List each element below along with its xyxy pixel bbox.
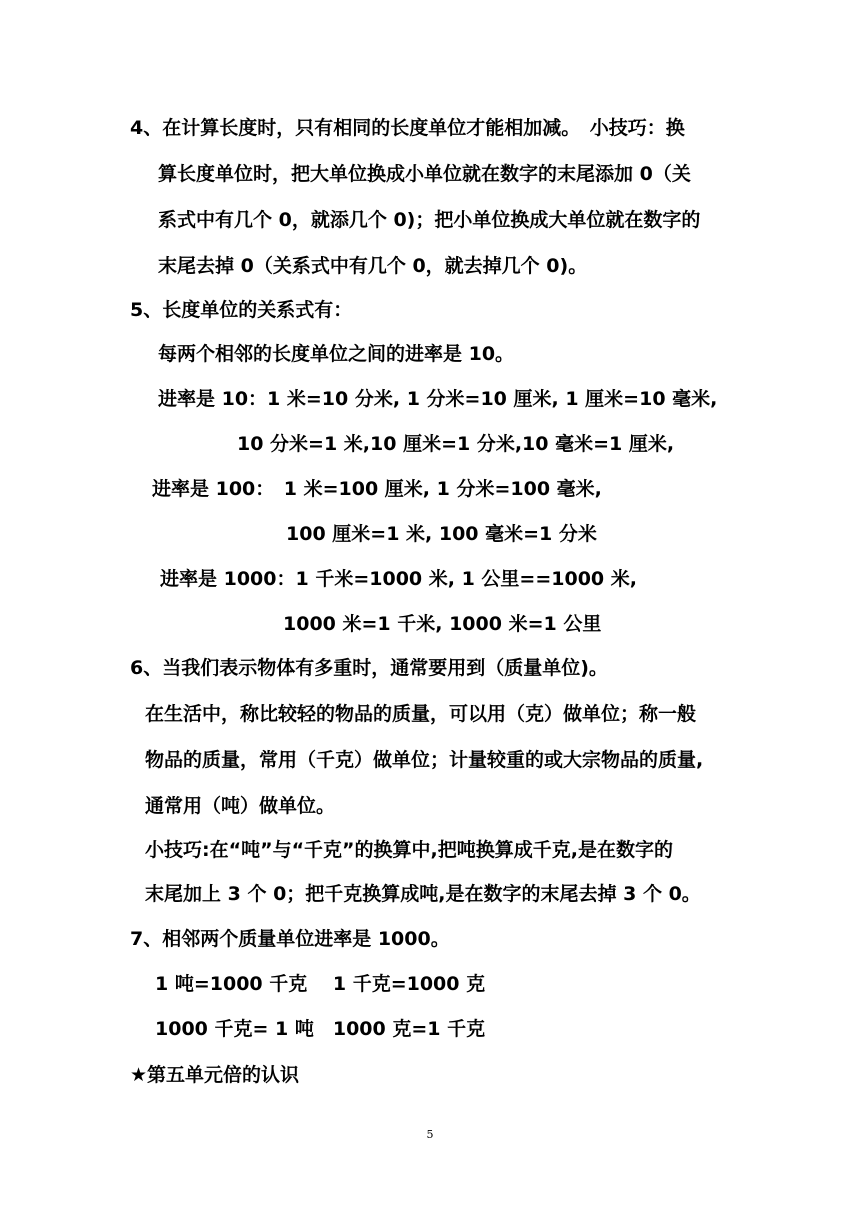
page-number: 5 [426,1128,434,1141]
text-line: 物品的质量，常用（千克）做单位；计量较重的或大宗物品的质量, [145,749,704,771]
text-line: 4、在计算长度时，只有相同的长度单位才能相加减。 小技巧：换 [130,117,685,139]
text-line: 算长度单位时，把大单位换成小单位就在数字的末尾添加 0（关 [158,163,691,185]
text-line: 在生活中，称比较轻的物品的质量，可以用（克）做单位；称一般 [145,703,697,725]
text-line: 1000 千克= 1 吨 1000 克=1 千克 [155,1018,486,1040]
text-line: 进率是 1000：1 千米=1000 米, 1 公里==1000 米, [160,568,637,590]
text-line: 小技巧:在“吨”与“千克”的换算中,把吨换算成千克,是在数字的 [145,839,673,861]
text-line: 系式中有几个 0，就添几个 0)；把小单位换成大单位就在数字的 [158,209,701,231]
text-line: 进率是 10：1 米=10 分米, 1 分米=10 厘米, 1 厘米=10 毫米, [158,388,718,410]
text-line: 末尾去掉 0（关系式中有几个 0，就去掉几个 0)。 [158,255,588,277]
section-heading: 7、相邻两个质量单位进率是 1000。 [130,928,450,950]
text-line: 通常用（吨）做单位。 [145,795,336,817]
section-heading: 6、当我们表示物体有多重时，通常要用到（质量单位)。 [130,657,608,679]
text-line: 100 厘米=1 米, 100 毫米=1 分米 [286,523,597,545]
text-line: 10 分米=1 米,10 厘米=1 分米,10 毫米=1 厘米, [237,433,675,455]
text-line: 1000 米=1 千米, 1000 米=1 公里 [283,613,602,635]
section-heading: ★第五单元倍的认识 [130,1064,300,1086]
text-line: 末尾加上 3 个 0；把千克换算成吨,是在数字的末尾去掉 3 个 0。 [145,883,701,905]
text-line: 进率是 100： 1 米=100 厘米, 1 分米=100 毫米, [152,478,602,500]
section-heading: 5、长度单位的关系式有： [130,299,353,321]
text-line: 1 吨=1000 千克 1 千克=1000 克 [155,973,486,995]
text-line: 每两个相邻的长度单位之间的进率是 10。 [158,343,515,365]
